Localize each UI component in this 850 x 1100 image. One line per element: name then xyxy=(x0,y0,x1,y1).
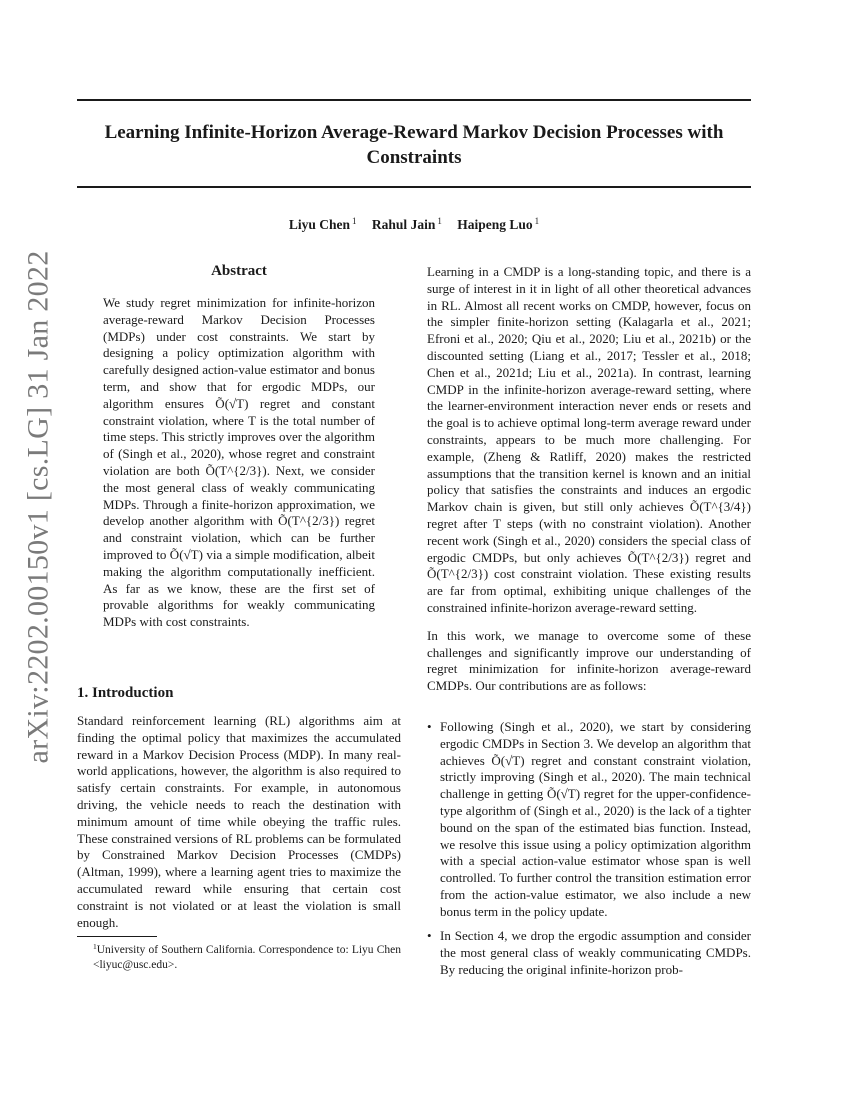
arxiv-identifier: arXiv:2202.00150v1 [cs.LG] 31 Jan 2022 xyxy=(21,250,54,764)
right-column xyxy=(427,264,751,979)
author: Haipeng Luo $^1$ xyxy=(457,216,540,232)
bullet-icon: • xyxy=(427,718,432,734)
section-heading-introduction: 1. Introduction xyxy=(77,685,174,701)
abstract-text: We study regret minimization for infinite-horizon average-reward Markov Decision Processes (MDPs) under cost constraints. We start by designing a policy optimization algorithm with carefully designed action-value estimator and bonus term, and show that for ergodic MDPs, our algorithm ensures Õ(√T) regret and constant constraint violation, where T is the total number of time steps. This strictly improves over the algorithm of (Singh et al., 2020), whose regret and constraint violation are both Õ(T^{2/3}). Next, we consider the most general class of weakly communicating MDPs. Through a finite-horizon approximation, we develop another algorithm with Õ(T^{2/3}) regret and constraint violation, which can be further improved to Õ(√T) via a simple modification, albeit making the algorithm computationally inefficient. As far as we know, these are the first set of provable algorithms for weakly communicating MDPs with cost constraints. xyxy=(103,295,375,630)
author-list xyxy=(77,216,751,233)
paragraph: In this work, we manage to overcome some of these challenges and significantly improve our understanding of regret minimization for infinite-horizon average-reward CMDPs. Our contributions are as follows: xyxy=(427,627,751,694)
list-item: • In Section 4, we drop the ergodic assumption and consider the most general class of weakly communicating CMDPs. By reducing the original infinite-horizon prob- xyxy=(427,928,751,978)
paragraph: Learning in a CMDP is a long-standing topic, and there is a surge of interest in it in light of all other theoretical advances in RL. Almost all recent works on CMDP, however, focus on the simpler finite-horizon setting (Kalagarla et al., 2021; Efroni et al., 2020; Qiu et al., 2020; Liu et al., 2021b) or the discounted setting (Liang et al., 2017; Tessler et al., 2018; Chen et al., 2021d; Liu et al., 2021a). In contrast, learning CMDP in the infinite-horizon average-reward setting, where the learner-environment interaction never ends or resets and the goal is to achieve optimal long-term average reward under constraints, appears to be much more challenging. For example, (Zheng & Ratliff, 2020) makes the restricted assumptions that the transition kernel is known and an initial policy that satisfies the constraints and induces an ergodic Markov chain is given, but still only achieves Õ(T^{3/4}) regret after T steps (with no constraint violation). Another recent work (Singh et al., 2020) considers the special class of ergodic CMDPs, but only achieves Õ(T^{2/3}) regret and Õ(T^{2/3}) cost constraint violation. These existing results are far from optimal, exhibiting unique challenges of the constrained infinite-horizon average-reward setting. xyxy=(427,264,751,615)
footnote xyxy=(77,939,401,973)
paper-title: Learning Infinite-Horizon Average-Reward Markov Decision Processes with Constraints xyxy=(104,122,724,168)
abstract-heading: Abstract xyxy=(211,263,267,279)
list-item: • Following (Singh et al., 2020), we start by considering ergodic CMDPs in Section 3. We develop an algorithm that achieves Õ(√T) regret and constant constraint violation, strictly improving (Singh et al., 2020). The main technical challenge in getting Õ(√T) regret for the upper-confidence-type algorithm of (Singh et al., 2020) is the lack of a tighter bound on the span of the estimated bias function. Instead, we resolve this issue using a policy optimization algorithm with a special action-value estimator whose span is well controlled. To further control the transition estimation error from the action-value estimator, we also include a new bonus term in the policy update. xyxy=(427,718,751,919)
contribution-list xyxy=(427,719,751,979)
title-bottom-rule xyxy=(77,186,751,188)
footnote-text: University of Southern California. Correspondence to: Liyu Chen <liyuc@usc.edu>. xyxy=(93,944,401,971)
author: Rahul Jain $^1$ xyxy=(371,216,442,232)
footnote-rule xyxy=(77,936,157,937)
title-top-rule xyxy=(77,99,751,101)
author: Liyu Chen $^1$ xyxy=(288,216,357,232)
footnote-mark: 1 xyxy=(93,942,97,951)
introduction-text: Standard reinforcement learning (RL) algorithms aim at finding the optimal policy that maximizes the accumulated reward in a Markov Decision Process (MDP). In many real-world applications, however, the algorithm is also required to satisfy certain constraints. For example, in autonomous driving, the vehicle needs to reach the destination with minimum amount of time while obeying the traffic rules. These constrained versions of RL problems can be formulated by Constrained Markov Decision Processes (CMDPs) (Altman, 1999), where a learning agent tries to maximize the accumulated reward while ensuring that certain cost constraint is not violated or at least the violation is small enough. xyxy=(77,713,401,930)
bullet-icon: • xyxy=(427,928,432,944)
